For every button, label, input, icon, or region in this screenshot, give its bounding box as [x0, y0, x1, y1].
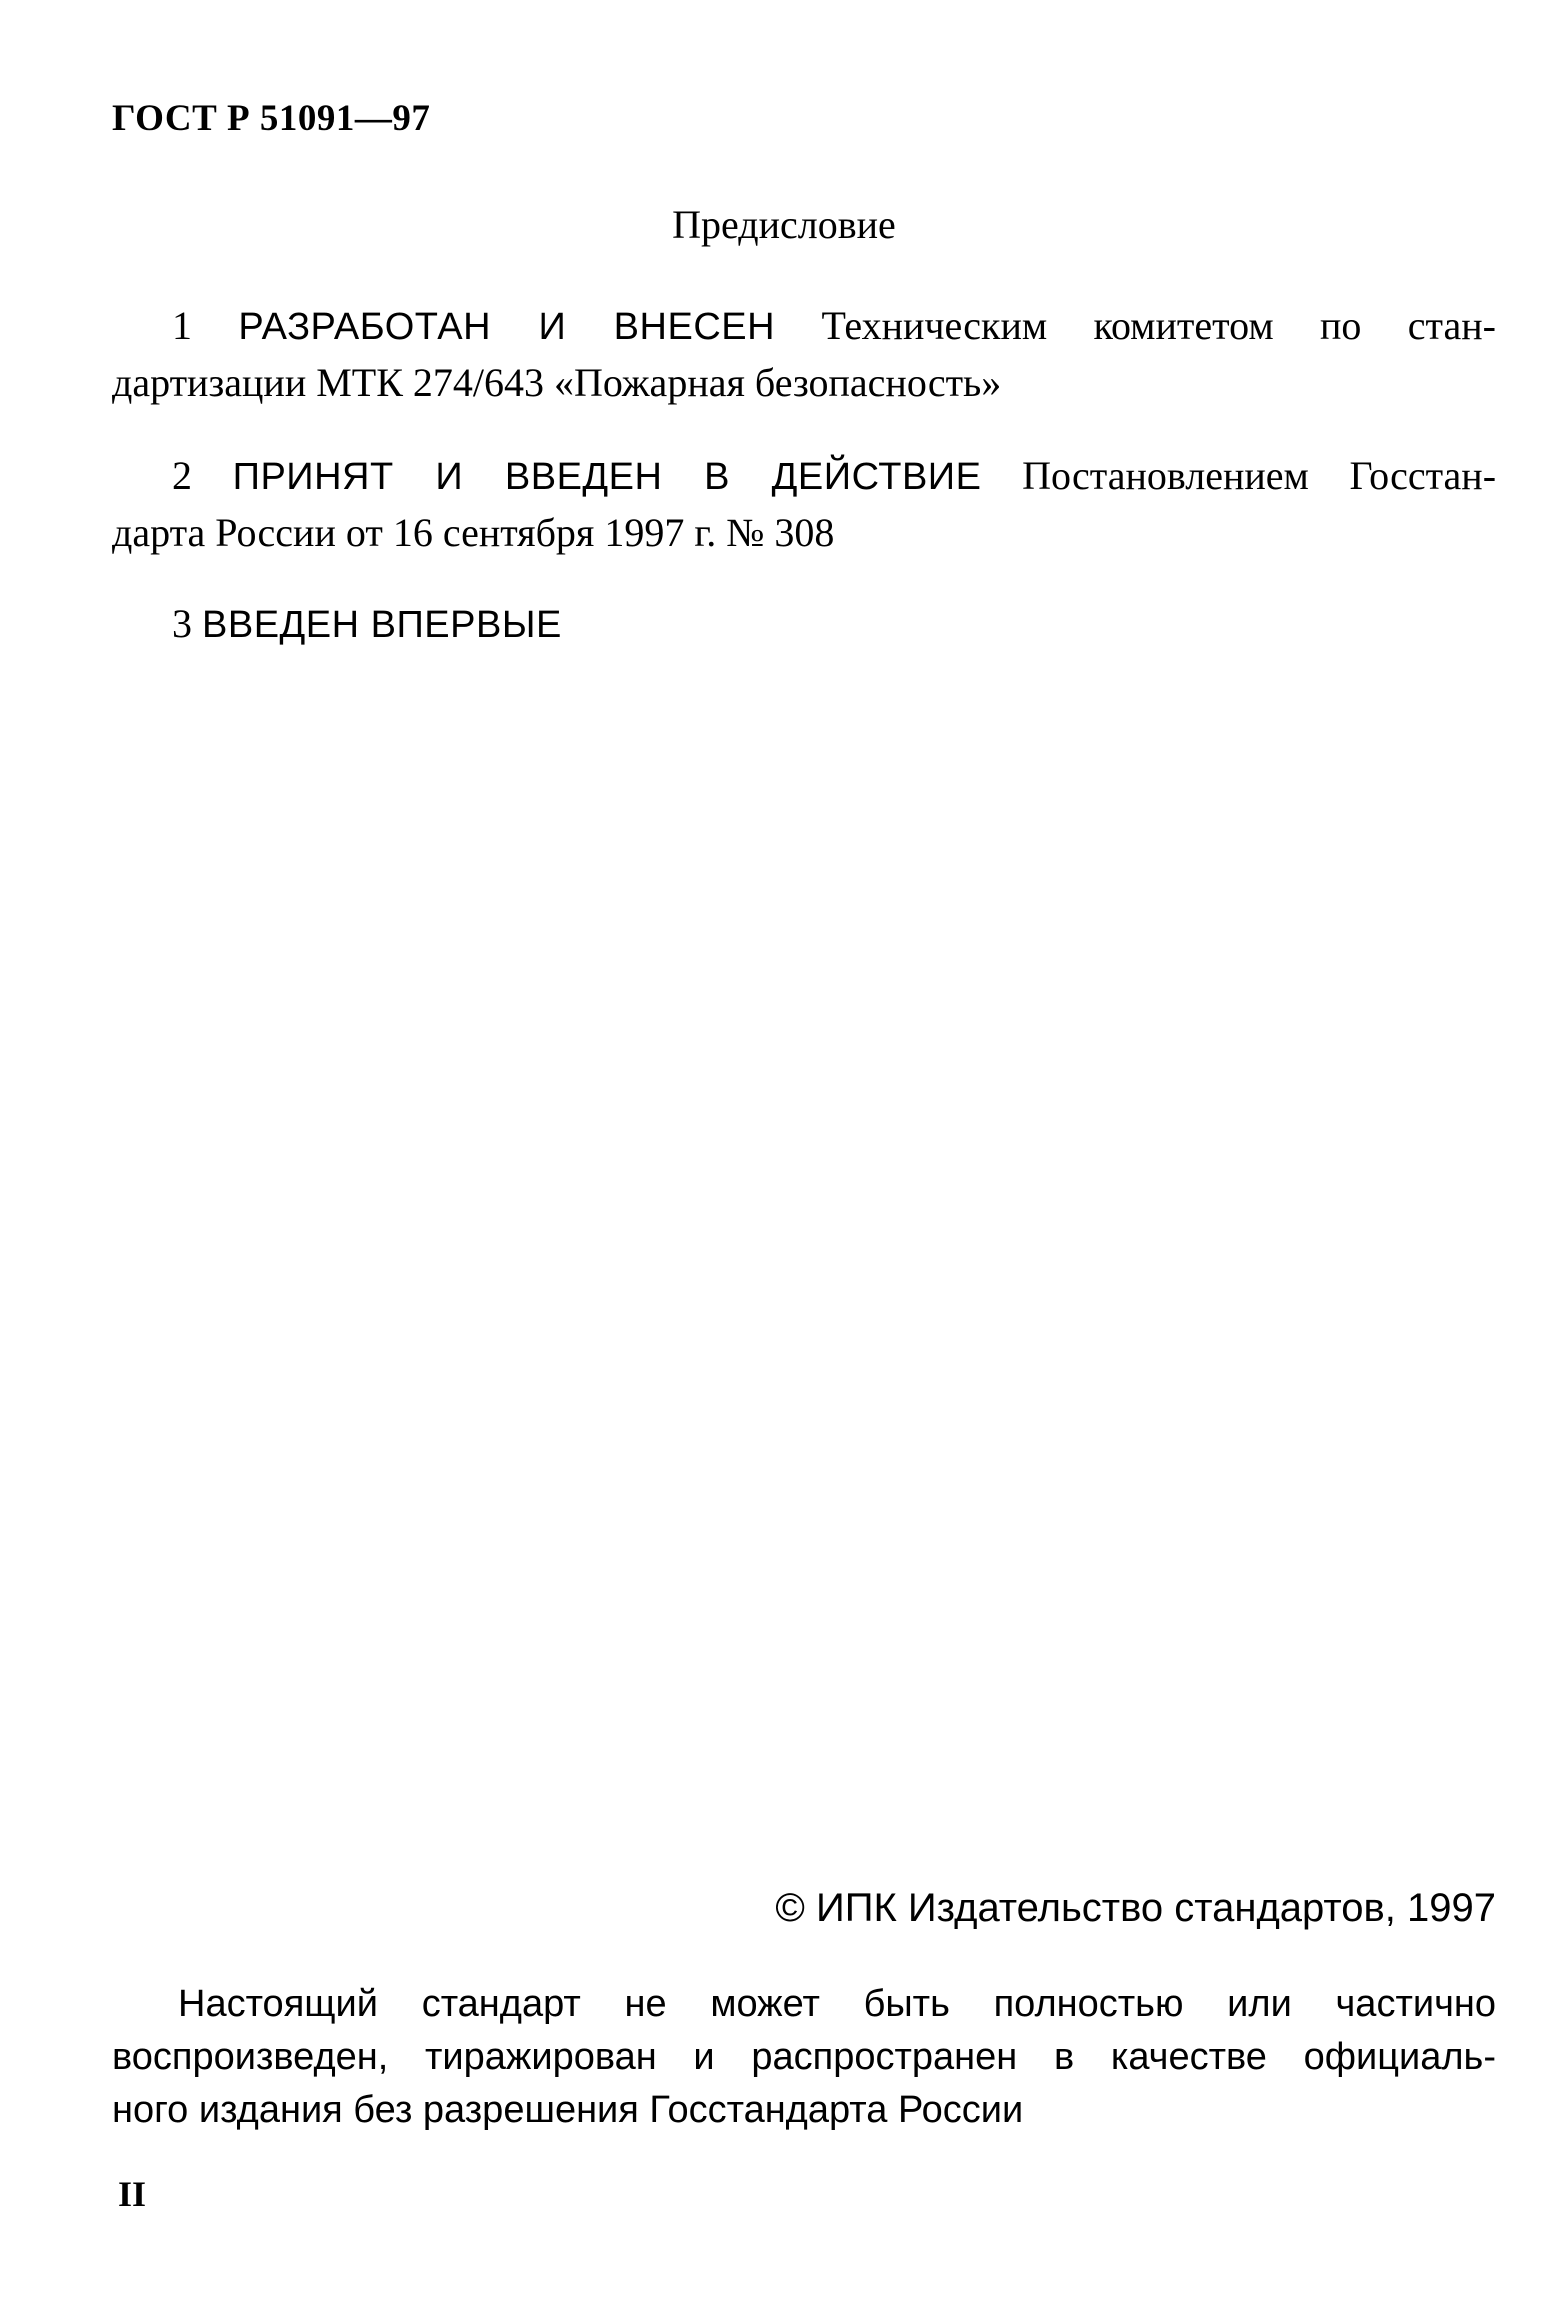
foreword-item-3	[112, 596, 1496, 653]
item-text: Техническим комитетом по стан-	[821, 303, 1496, 348]
page-number: II	[118, 2174, 147, 2214]
section-title: Предисловие	[672, 202, 896, 247]
foreword-item-2-line-2: дарта России от 16 сентября 1997 г. № 308	[112, 510, 835, 555]
item-heading: ПРИНЯТ И ВВЕДЕН В ДЕЙСТВИЕ	[232, 456, 982, 498]
notice-line-2: воспроизведен, тиражирован и распространен в качестве официаль-	[112, 2036, 1496, 2078]
item-number: 2	[172, 453, 192, 498]
foreword-item-1-line-1	[112, 298, 1496, 355]
foreword-item-2-line-1	[112, 448, 1496, 505]
item-number: 1	[172, 303, 192, 348]
item-text: Постановлением Госстан-	[1022, 453, 1497, 498]
foreword-item-1	[112, 298, 1496, 410]
standard-code: ГОСТ Р 51091—97	[112, 98, 431, 139]
item-number: 3	[172, 601, 192, 646]
foreword-item-2	[112, 448, 1496, 560]
reproduction-notice	[112, 1978, 1496, 2137]
notice-line-1: Настоящий стандарт не может быть полностью или частично	[178, 1983, 1496, 2025]
foreword-item-3-line-1	[112, 596, 1496, 653]
item-heading: ВВЕДЕН ВПЕРВЫЕ	[202, 604, 562, 646]
foreword-item-1-line-2: дартизации МТК 274/643 «Пожарная безопасность»	[112, 360, 1002, 405]
copyright-notice: © ИПК Издательство стандартов, 1997	[775, 1886, 1496, 1930]
item-heading: РАЗРАБОТАН И ВНЕСЕН	[238, 306, 776, 348]
notice-line-3: ного издания без разрешения Госстандарта России	[112, 2089, 1024, 2131]
